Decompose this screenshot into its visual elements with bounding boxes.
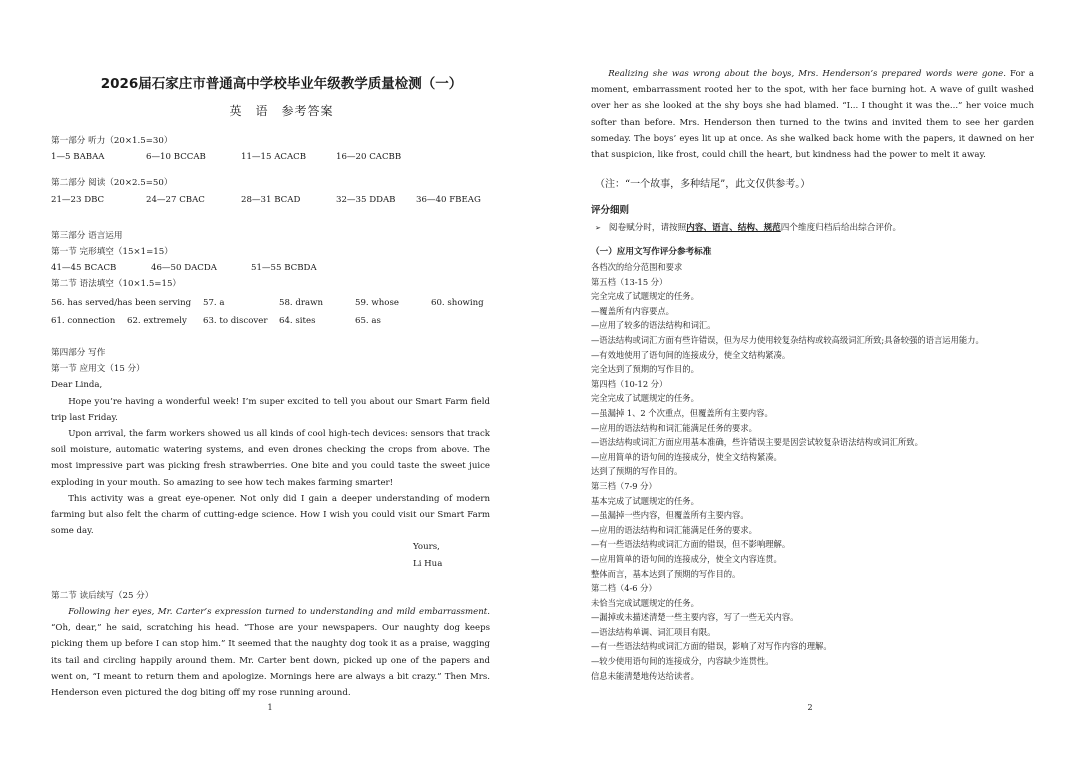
part3-heading: 第三部分 语言运用 <box>51 230 123 241</box>
letter-paragraph: This activity was a great eye-opener. Not only did I gain a deeper understanding of modern farming but also felt the charm of cutting-edge science. How I wish you could visit our Smart Farm some day. <box>51 493 490 537</box>
answer-group: 1—5 BABAA <box>51 152 105 163</box>
page-right <box>540 0 1080 764</box>
answer-group: 11—15 ACACB <box>241 152 307 163</box>
part4-heading: 第四部分 写作 <box>51 348 106 359</box>
rubric-line: 未恰当完成试题规定的任务。 <box>591 597 699 608</box>
rubric-dimensions: 内容、语言、结构、规范 <box>686 222 781 233</box>
part4-section1-heading: 第一节 应用文（15 分） <box>51 364 145 375</box>
continuation-opening-sentence: Following her eyes, Mr. Carter’s expression turned to understanding and mild embarrassment. <box>68 607 490 618</box>
answer-group: 6—10 BCCAB <box>146 152 206 163</box>
rubric-line: —应用简单的语句间的连接成分，使全文内容连贯。 <box>591 553 782 564</box>
part1-heading: 第一部分 听力（20×1.5=30） <box>51 136 173 146</box>
rubric-line: 完全达到了预期的写作目的。 <box>591 364 699 375</box>
rubric-lines <box>591 260 1034 683</box>
answer-group: 28—31 BCAD <box>241 194 301 205</box>
answer-group: 51—55 BCBDA <box>251 263 317 274</box>
rubric-line: —有效地使用了语句间的连接成分，使全文结构紧凑。 <box>591 349 791 360</box>
page-number: 2 <box>807 702 813 712</box>
letter-paragraph: Hope you’re having a wonderful week! I’m super excited to tell you about our Smart Farm field trip last Friday. <box>51 396 490 423</box>
rubric-line: 基本完成了试题规定的任务。 <box>591 495 699 506</box>
rubric-line: 达到了预期的写作目的。 <box>591 466 683 477</box>
rubric-title: 评分细则 <box>591 205 630 217</box>
continuation-opening-sentence-2: Realizing she was wrong about the boys, Mrs. Henderson’s prepared words were gone. <box>608 69 1006 79</box>
grammar-answer: 61. connection <box>51 315 116 326</box>
continuation-body-2: For a moment, embarrassment rooted her to the spot, with her face burning hot. A wave of guilt washed over her as she looked at the shy boys she had blamed. “I... I thought it was the...” her voice much softer than before. Mrs. Henderson then turned to the twins and invited them to see her garden someday. The boys’ eyes lit up at once. As she walked back home with the papers, it dawned on her that suspicion, like frost, could chill the heart, but kindness had the power to melt it away. <box>591 69 1034 161</box>
continuation-paragraph-2 <box>591 66 1034 163</box>
rubric-subheading: （一）应用文写作评分参考标准 <box>591 246 712 257</box>
rubric-line: 完全完成了试题规定的任务。 <box>591 393 699 404</box>
rubric-line: —有一些语法结构或词汇方面的错误，但不影响理解。 <box>591 539 791 550</box>
part2-answers <box>51 192 490 208</box>
rubric-line: 信息未能清楚地传达给读者。 <box>591 670 699 681</box>
continuation-paragraph <box>51 604 490 701</box>
grammar-answer: 57. a <box>203 297 225 308</box>
rubric-intro-pre: 阅卷赋分时，请按照 <box>608 222 687 233</box>
part4-section2-heading: 第二节 读后续写（25 分） <box>51 590 154 601</box>
part3-section1-heading: 第一节 完形填空（15×1=15） <box>51 247 173 258</box>
letter-signature: Li Hua <box>413 558 443 569</box>
grammar-answer: 65. as <box>355 315 381 326</box>
rubric-line: 第四档（10-12 分） <box>591 378 668 389</box>
grammar-answer: 60. showing <box>431 297 484 308</box>
grammar-answer: 62. extremely <box>127 315 187 326</box>
answer-group: 24—27 CBAC <box>146 194 205 205</box>
rubric-line: —语法结构或词汇方面应用基本准确，些许错误主要是因尝试较复杂语法结构或词汇所致。 <box>591 437 923 448</box>
answer-group: 21—23 DBC <box>51 194 105 205</box>
part2-heading: 第二部分 阅读（20×2.5=50） <box>51 178 173 189</box>
rubric-line: 整体而言，基本达到了预期的写作目的。 <box>591 568 741 579</box>
rubric-intro <box>591 220 1034 236</box>
exam-title: 2026届石家庄市普通高中学校毕业年级教学质量检测（一） <box>100 76 463 92</box>
answer-key-subtitle: 英 语 参考答案 <box>229 104 334 118</box>
continuation-body: “Oh, dear,” he said, scratching his head. “Those are your newspapers. Our naughty dog keeps picking them up before I can stop him.” It seemed that the naughty dog took it as a praise, wagging its tail and circling happily around them. Mr. Carter bent down, picked up one of the papers and went on, “I meant to return them and apologize. Mornings here are always a bit crazy.” Then Mrs. Henderson even pictured the dog biting off my rose running around. <box>51 623 490 699</box>
page-number: 1 <box>267 702 273 712</box>
answer-group: 41—45 BCACB <box>51 263 117 274</box>
part3-section2-heading: 第二节 语法填空（10×1.5=15） <box>51 279 182 290</box>
reference-note: （注：“一个故事，多种结尾”，此文仅供参考。） <box>595 179 811 191</box>
grammar-answer: 56. has served/has been serving <box>51 297 192 308</box>
grammar-answers-row-1 <box>51 295 490 311</box>
rubric-line: —较少使用语句间的连接成分，内容缺少连贯性。 <box>591 656 774 667</box>
answer-group: 32—35 DDAB <box>336 194 396 205</box>
grammar-answers-row-2 <box>51 313 490 329</box>
rubric-line: —应用的语法结构和词汇能满足任务的要求。 <box>591 422 757 433</box>
rubric-line: —语法结构或词汇方面有些许错误，但为尽力使用较复杂结构或较高级词汇所致;具备较强的语言运用能力。 <box>591 335 984 345</box>
rubric-line: 第五档（13-15 分） <box>591 276 668 287</box>
rubric-line: 各档次的给分范围和要求 <box>591 262 683 273</box>
letter-greeting: Dear Linda, <box>51 380 103 391</box>
rubric-intro-post: 四个维度归档后给出综合评价。 <box>780 222 902 233</box>
grammar-answer: 58. drawn <box>279 297 324 308</box>
answer-group: 36—40 FBEAG <box>416 194 481 205</box>
answer-group: 16—20 CACBB <box>336 152 402 163</box>
cloze-answers <box>51 260 490 276</box>
answer-group: 46—50 DACDA <box>151 263 217 274</box>
letter-paragraph: Upon arrival, the farm workers showed us all kinds of cool high-tech devices: sensors that track soil moisture, automatic watering systems, and even drones checking the crops from above. The most impressive part was picking fresh strawberries. One bite and you could taste the sweet juice exploding in your mouth. So amazing to see how tech makes farming smarter! <box>51 429 490 488</box>
rubric-line: 第三档（7-9 分） <box>591 480 657 491</box>
grammar-answer: 64. sites <box>279 315 316 326</box>
rubric-line: —有一些语法结构或词汇方面的错误，影响了对写作内容的理解。 <box>591 641 832 652</box>
letter-closing: Yours, <box>413 542 440 553</box>
rubric-line: —覆盖所有内容要点。 <box>591 305 674 316</box>
rubric-line: —虽漏掉一些内容，但覆盖所有主要内容。 <box>591 510 749 521</box>
rubric-line: —应用的语法结构和词汇能满足任务的要求。 <box>591 524 757 535</box>
part1-answers <box>51 149 490 165</box>
rubric-line: 完全完成了试题规定的任务。 <box>591 291 699 302</box>
rubric-line: —虽漏掉 1、2 个次重点，但覆盖所有主要内容。 <box>591 407 773 418</box>
rubric-line: —应用了较多的语法结构和词汇。 <box>591 320 716 331</box>
rubric-line: —语法结构单调、词汇项目有限。 <box>591 626 716 637</box>
grammar-answer: 59. whose <box>355 297 399 308</box>
grammar-answer: 63. to discover <box>203 315 268 326</box>
rubric-line: 第二档（4-6 分） <box>591 583 657 594</box>
rubric-line: —漏掉或未描述清楚一些主要内容，写了一些无关内容。 <box>591 612 799 623</box>
triangle-bullet-icon: ➢ <box>595 223 601 232</box>
rubric-line: —应用简单的语句间的连接成分，使全文结构紧凑。 <box>591 451 782 462</box>
